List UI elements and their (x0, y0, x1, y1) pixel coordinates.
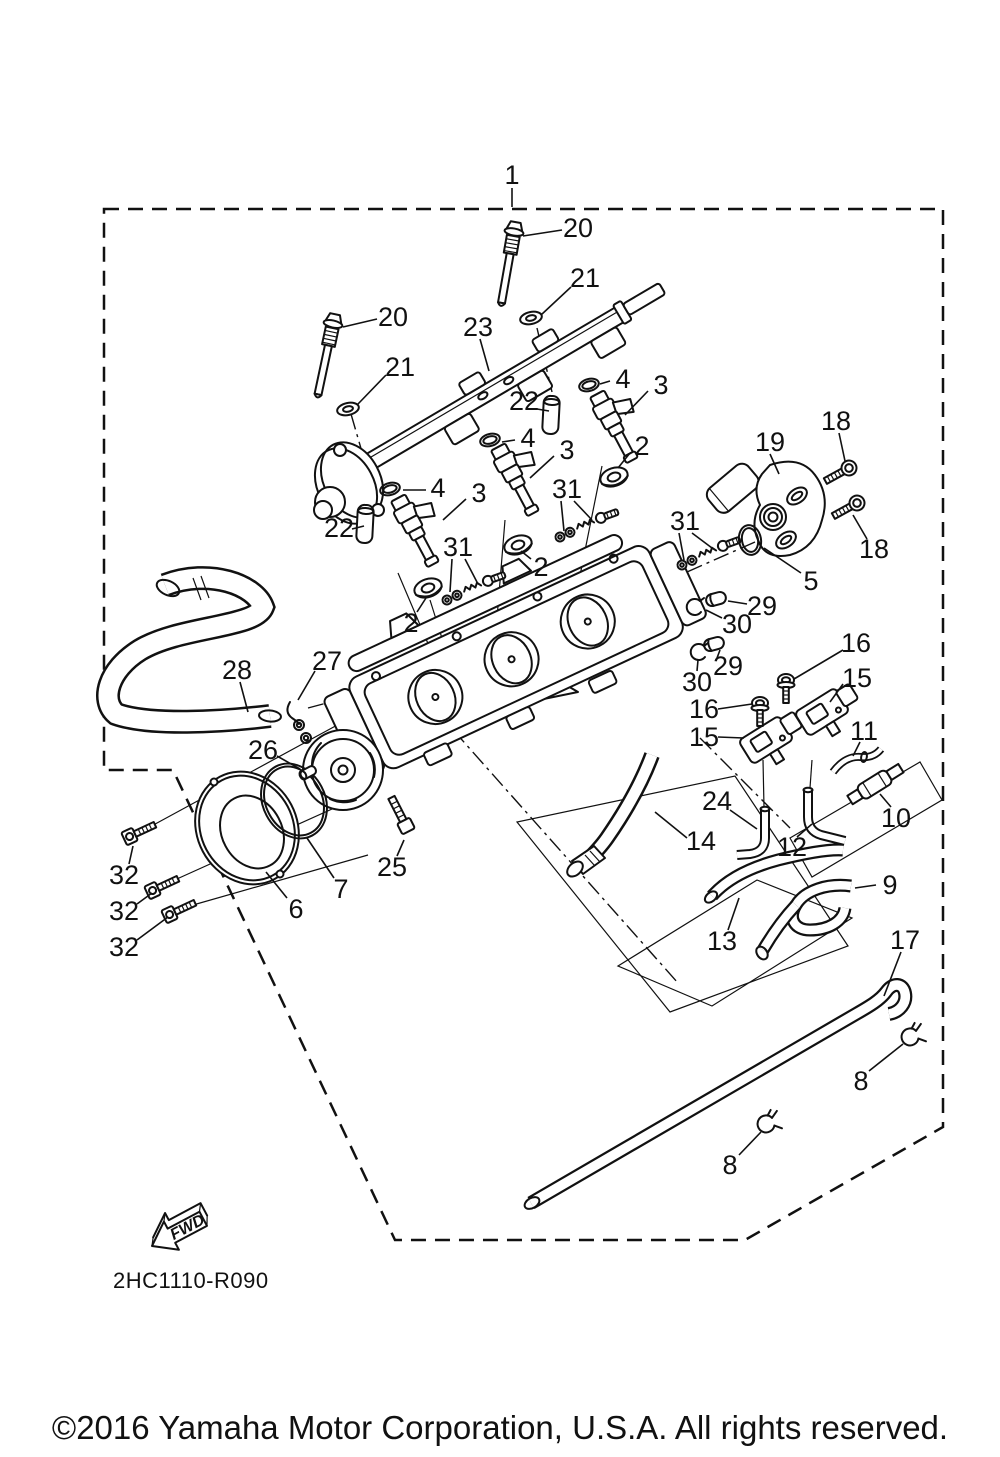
callout-label: 24 (701, 786, 733, 816)
callout-leader (561, 501, 564, 531)
callout-label: 27 (311, 646, 343, 676)
callout-label: 2 (403, 608, 419, 638)
callout-label: 15 (688, 722, 720, 752)
callout-label: 11 (849, 716, 879, 746)
filter-10 (846, 761, 905, 806)
callout-leader (600, 381, 610, 384)
callout-label: 3 (471, 478, 487, 508)
callout-label: 21 (384, 352, 416, 382)
callout-label: 22 (323, 513, 355, 543)
callout-label: 10 (880, 803, 912, 833)
hose-12 (804, 788, 846, 841)
clip-27 (287, 702, 311, 743)
callout-label: 8 (722, 1150, 738, 1180)
callout-label: 4 (430, 473, 446, 503)
hose-14 (564, 755, 652, 879)
callout-label: 22 (508, 386, 540, 416)
callout-leader (855, 885, 876, 888)
callout-label: 15 (841, 663, 873, 693)
callout-leader (307, 838, 334, 878)
callout-label: 4 (520, 423, 536, 453)
callout-leader (343, 319, 377, 327)
callout-label: 29 (746, 591, 778, 621)
hose-28 (108, 576, 281, 722)
callout-leader (794, 650, 843, 679)
callout-label: 2 (533, 552, 549, 582)
exploded-diagram (104, 209, 943, 1260)
pipe-24 (737, 807, 770, 855)
callout-label: 6 (288, 894, 304, 924)
callout-leader (739, 1132, 761, 1155)
callout-label: 32 (108, 860, 140, 890)
callout-label: 31 (551, 474, 583, 504)
callout-label: 3 (559, 435, 575, 465)
callout-label: 18 (820, 406, 852, 436)
fwd-arrow (141, 1196, 215, 1260)
callout-label: 29 (712, 651, 744, 681)
callout-leader (480, 339, 489, 371)
callout-label: 20 (377, 302, 409, 332)
callout-label: 17 (889, 925, 921, 955)
callout-label: 13 (706, 926, 738, 956)
callout-label: 16 (840, 628, 872, 658)
callout-label: 5 (803, 566, 819, 596)
callout-label: 32 (108, 896, 140, 926)
callout-label: 26 (247, 735, 279, 765)
callout-label: 30 (681, 667, 713, 697)
callout-label: 25 (376, 852, 408, 882)
hose-17 (523, 985, 906, 1211)
hose-11 (833, 749, 881, 772)
callout-label: 14 (685, 826, 717, 856)
callout-leader (718, 737, 744, 738)
callout-leader (358, 375, 386, 404)
callout-label: 8 (853, 1066, 869, 1096)
callout-leader (730, 810, 757, 829)
callout-label: 30 (721, 609, 753, 639)
callout-leader (655, 812, 687, 838)
callout-label: 31 (442, 532, 474, 562)
fwd-label: FWD (167, 1211, 208, 1244)
callout-leader (869, 1044, 903, 1071)
callout-label: 19 (754, 427, 786, 457)
callout-label: 4 (615, 364, 631, 394)
callout-label: 23 (462, 312, 494, 342)
callout-label: 20 (562, 213, 594, 243)
diagram-part-code: 2HC1110-R090 (113, 1268, 269, 1293)
callout-leader (523, 230, 562, 236)
callout-label: 7 (333, 874, 349, 904)
callout-label: 31 (669, 506, 701, 536)
callout-leader (443, 499, 466, 520)
callout-label: 2 (634, 431, 650, 461)
bolt-25 (385, 794, 415, 834)
hose-13 (703, 850, 843, 905)
cover-6 (176, 753, 319, 902)
callout-label: 9 (882, 870, 898, 900)
callout-label: 32 (108, 932, 140, 962)
callout-leader (541, 287, 571, 315)
callout-leader (465, 559, 478, 584)
callout-leader (137, 917, 168, 940)
callout-label: 3 (653, 370, 669, 400)
callout-leader (839, 433, 845, 461)
callout-leader (502, 440, 515, 442)
callout-leader (718, 704, 752, 709)
callout-label: 18 (858, 534, 890, 564)
callout-label: 21 (569, 263, 601, 293)
callout-leader (450, 559, 452, 592)
callout-leader (728, 601, 747, 604)
callout-label: 12 (776, 832, 808, 862)
callout-leader (706, 610, 722, 618)
callout-label: 16 (688, 694, 720, 724)
copyright-text: ©2016 Yamaha Motor Corporation, U.S.A. All rights reserved. (51, 1409, 949, 1446)
callout-label: 28 (221, 655, 253, 685)
callout-label: 1 (504, 160, 520, 190)
